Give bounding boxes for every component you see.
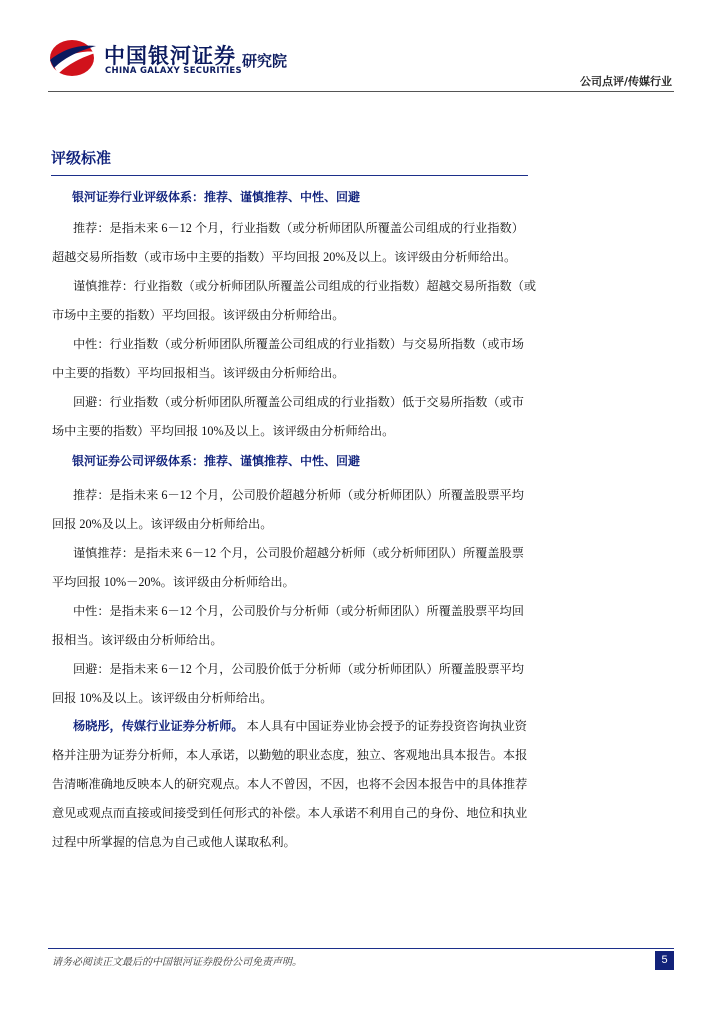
text-line: 谨慎推荐：行业指数（或分析师团队所覆盖公司组成的行业指数）超越交易所指数（或 bbox=[73, 279, 537, 293]
text-line: 格并注册为证券分析师，本人承诺，以勤勉的职业态度，独立、客观地出具本报告。本报 bbox=[52, 748, 528, 762]
analyst-statement bbox=[52, 712, 530, 857]
text-line: 回报 20%及以上。该评级由分析师给出。 bbox=[52, 517, 273, 531]
header-divider bbox=[48, 91, 674, 92]
text-line: 中性：是指未来 6－12 个月，公司股价与分析师（或分析师团队）所覆盖股票平均回 bbox=[73, 604, 524, 618]
company-rating-recommend bbox=[52, 481, 530, 539]
text-line: 过程中所掌握的信息为自己或他人谋取私利。 bbox=[52, 835, 296, 849]
text-line: 报相当。该评级由分析师给出。 bbox=[52, 633, 223, 647]
industry-rating-neutral bbox=[52, 330, 530, 388]
report-category: 公司点评/传媒行业 bbox=[579, 75, 672, 88]
text-line: 市场中主要的指数）平均回报。该评级由分析师给出。 bbox=[52, 308, 345, 322]
footer-divider bbox=[48, 948, 674, 949]
text-line: 回报 10%及以上。该评级由分析师给出。 bbox=[52, 691, 273, 705]
text-line: 谨慎推荐：是指未来 6－12 个月，公司股价超越分析师（或分析师团队）所覆盖股票 bbox=[73, 546, 524, 560]
text-line: 中主要的指数）平均回报相当。该评级由分析师给出。 bbox=[52, 366, 345, 380]
company-rating-cautious bbox=[52, 539, 530, 597]
text-line: 告清晰准确地反映本人的研究观点。本人不曾因，不因，也将不会因本报告中的具体推荐 bbox=[52, 777, 528, 791]
text-line: 推荐：是指未来 6－12 个月，公司股价超越分析师（或分析师团队）所覆盖股票平均 bbox=[73, 488, 524, 502]
page-number: 5 bbox=[655, 951, 674, 970]
section-title: 评级标准 bbox=[51, 149, 112, 167]
text-line: 超越交易所指数（或市场中主要的指数）平均回报 20%及以上。该评级由分析师给出。 bbox=[52, 250, 517, 264]
industry-rating-recommend bbox=[52, 214, 530, 272]
text-line: 意见或观点而直接或间接受到任何形式的补偿。本人承诺不利用自己的身份、地位和执业 bbox=[52, 806, 528, 820]
industry-rating-heading: 银河证券行业评级体系：推荐、谨慎推荐、中性、回避 bbox=[72, 190, 361, 204]
text-line: 场中主要的指数）平均回报 10%及以上。该评级由分析师给出。 bbox=[52, 424, 395, 438]
logo-english-name: CHINA GALAXY SECURITIES bbox=[105, 66, 242, 76]
text-line: 回避：是指未来 6－12 个月，公司股价低于分析师（或分析师团队）所覆盖股票平均 bbox=[73, 662, 524, 676]
company-rating-neutral bbox=[52, 597, 530, 655]
text-line: 回避：行业指数（或分析师团队所覆盖公司组成的行业指数）低于交易所指数（或市 bbox=[73, 395, 524, 409]
industry-rating-avoid bbox=[52, 388, 530, 446]
analyst-name: 杨晓彤，传媒行业证券分析师。 bbox=[73, 719, 244, 733]
section-divider bbox=[51, 175, 528, 176]
institute-label: 研究院 bbox=[242, 52, 288, 70]
company-logo-icon bbox=[48, 36, 100, 80]
text-line: 本人具有中国证券业协会授予的证券投资咨询执业资 bbox=[246, 719, 527, 733]
text-line: 推荐：是指未来 6－12 个月，行业指数（或分析师团队所覆盖公司组成的行业指数） bbox=[73, 221, 524, 235]
logo-chinese-name: 中国银河证券 bbox=[104, 44, 236, 68]
company-rating-avoid bbox=[52, 655, 530, 713]
footer-disclaimer: 请务必阅读正文最后的中国银河证券股份公司免责声明。 bbox=[52, 957, 302, 968]
text-line: 中性：行业指数（或分析师团队所覆盖公司组成的行业指数）与交易所指数（或市场 bbox=[73, 337, 524, 351]
industry-rating-cautious bbox=[52, 272, 537, 330]
text-line: 平均回报 10%－20%。该评级由分析师给出。 bbox=[52, 575, 295, 589]
company-rating-heading: 银河证券公司评级体系：推荐、谨慎推荐、中性、回避 bbox=[72, 454, 361, 468]
